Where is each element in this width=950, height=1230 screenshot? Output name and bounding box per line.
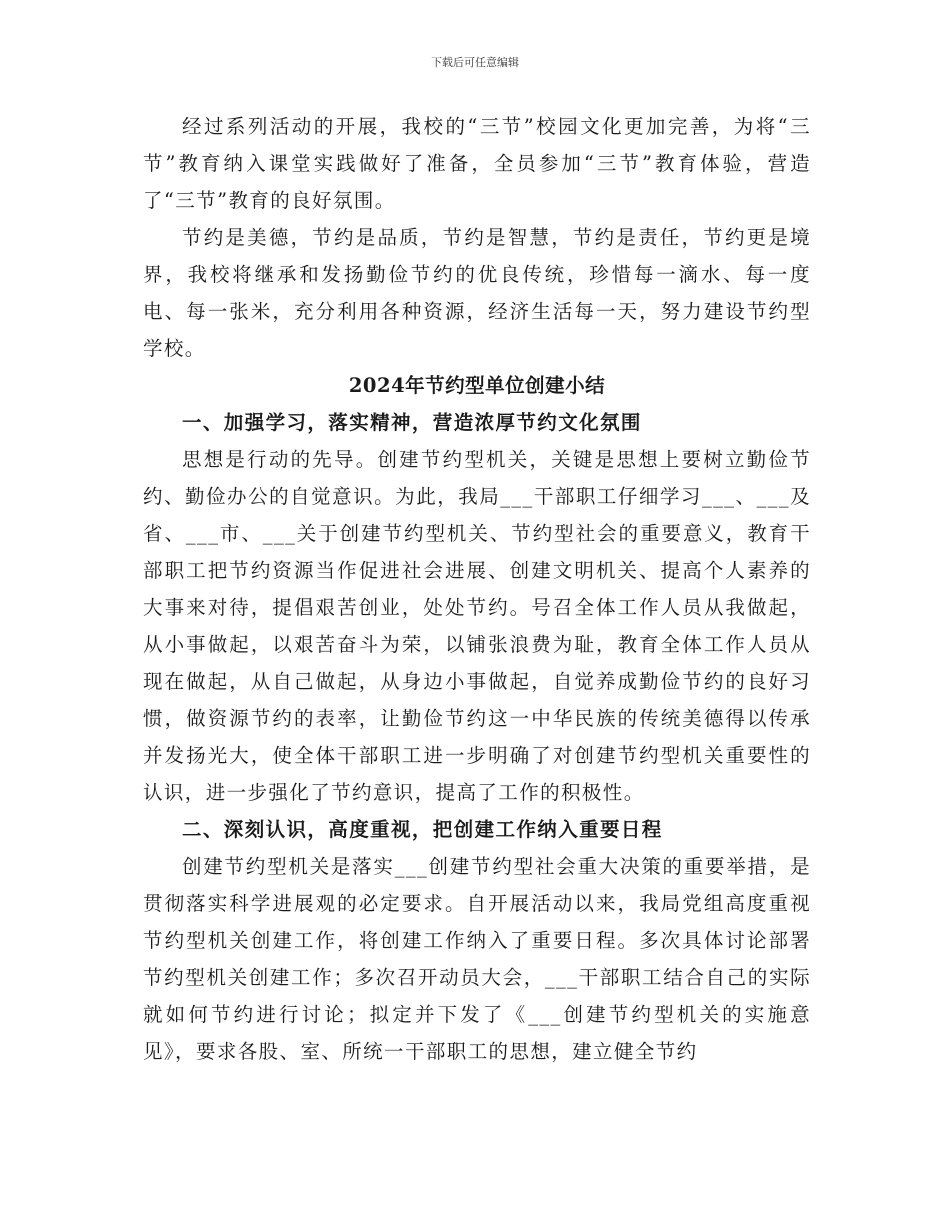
paragraph-agenda: 创建节约型机关是落实___创建节约型社会重大决策的重要举措，是贯彻落实科学进展观的必定要求。自开展活动以来，我局党组高度重视节约型机关创建工作，将创建工作纳入了重要日程。多次具体讨论部署节约型机关创建工作；多次召开动员大会，___干部职工结合自己的实际就如何节约进行讨论；拟定并下发了《___创建节约型机关的实施意见》，要求各股、室、所统一干部职工的思想，建立健全节约 bbox=[143, 855, 811, 1063]
paragraph-study-implementation: 思想是行动的先导。创建节约型机关，关键是思想上要树立勤俭节约、勤俭办公的自觉意识。为此，我局___干部职工仔细学习___、___及省、___市、___关于创建节约型机关、节约型社会的重要意义，教育干部职工把节约资源当作促进社会进展、创建文明机关、提高个人素养的大事来对待，提倡艰苦创业，处处节约。号召全体工作人员从我做起，从小事做起，以艰苦奋斗为荣，以铺张浪费为耻，教育全体工作人员从现在做起，从自己做起，从身边小事做起，自觉养成勤俭节约的良好习惯，做资源节约的表率，让勤俭节约这一中华民族的传统美德得以传承并发扬光大，使全体干部职工进一步明确了对创建节约型机关重要性的认识，进一步强化了节约意识，提高了工作的积极性。 bbox=[143, 448, 811, 804]
paragraph-activities-summary: 经过系列活动的开展，我校的“三节”校园文化更加完善，为将“三节”教育纳入课堂实践做好了准备，全员参加“三节”教育体验，营造了“三节”教育的良好氛围。 bbox=[143, 115, 811, 212]
document-title: 2024年节约型单位创建小结 bbox=[348, 374, 606, 397]
document-body bbox=[143, 108, 811, 1070]
section-heading-1: 一、加强学习，落实精神，营造浓厚节约文化氛围 bbox=[182, 411, 642, 434]
section-heading-2: 二、深刻认识，高度重视，把创建工作纳入重要日程 bbox=[182, 818, 663, 841]
page-header: 下载后可任意编辑 bbox=[431, 56, 519, 69]
paragraph-thrift-virtue: 节约是美德，节约是品质，节约是智慧，节约是责任，节约更是境界，我校将继承和发扬勤俭节约的优良传统，珍惜每一滴水、每一度电、每一张米，充分利用各种资源，经济生活每一天，努力建设节约型学校。 bbox=[143, 226, 811, 360]
